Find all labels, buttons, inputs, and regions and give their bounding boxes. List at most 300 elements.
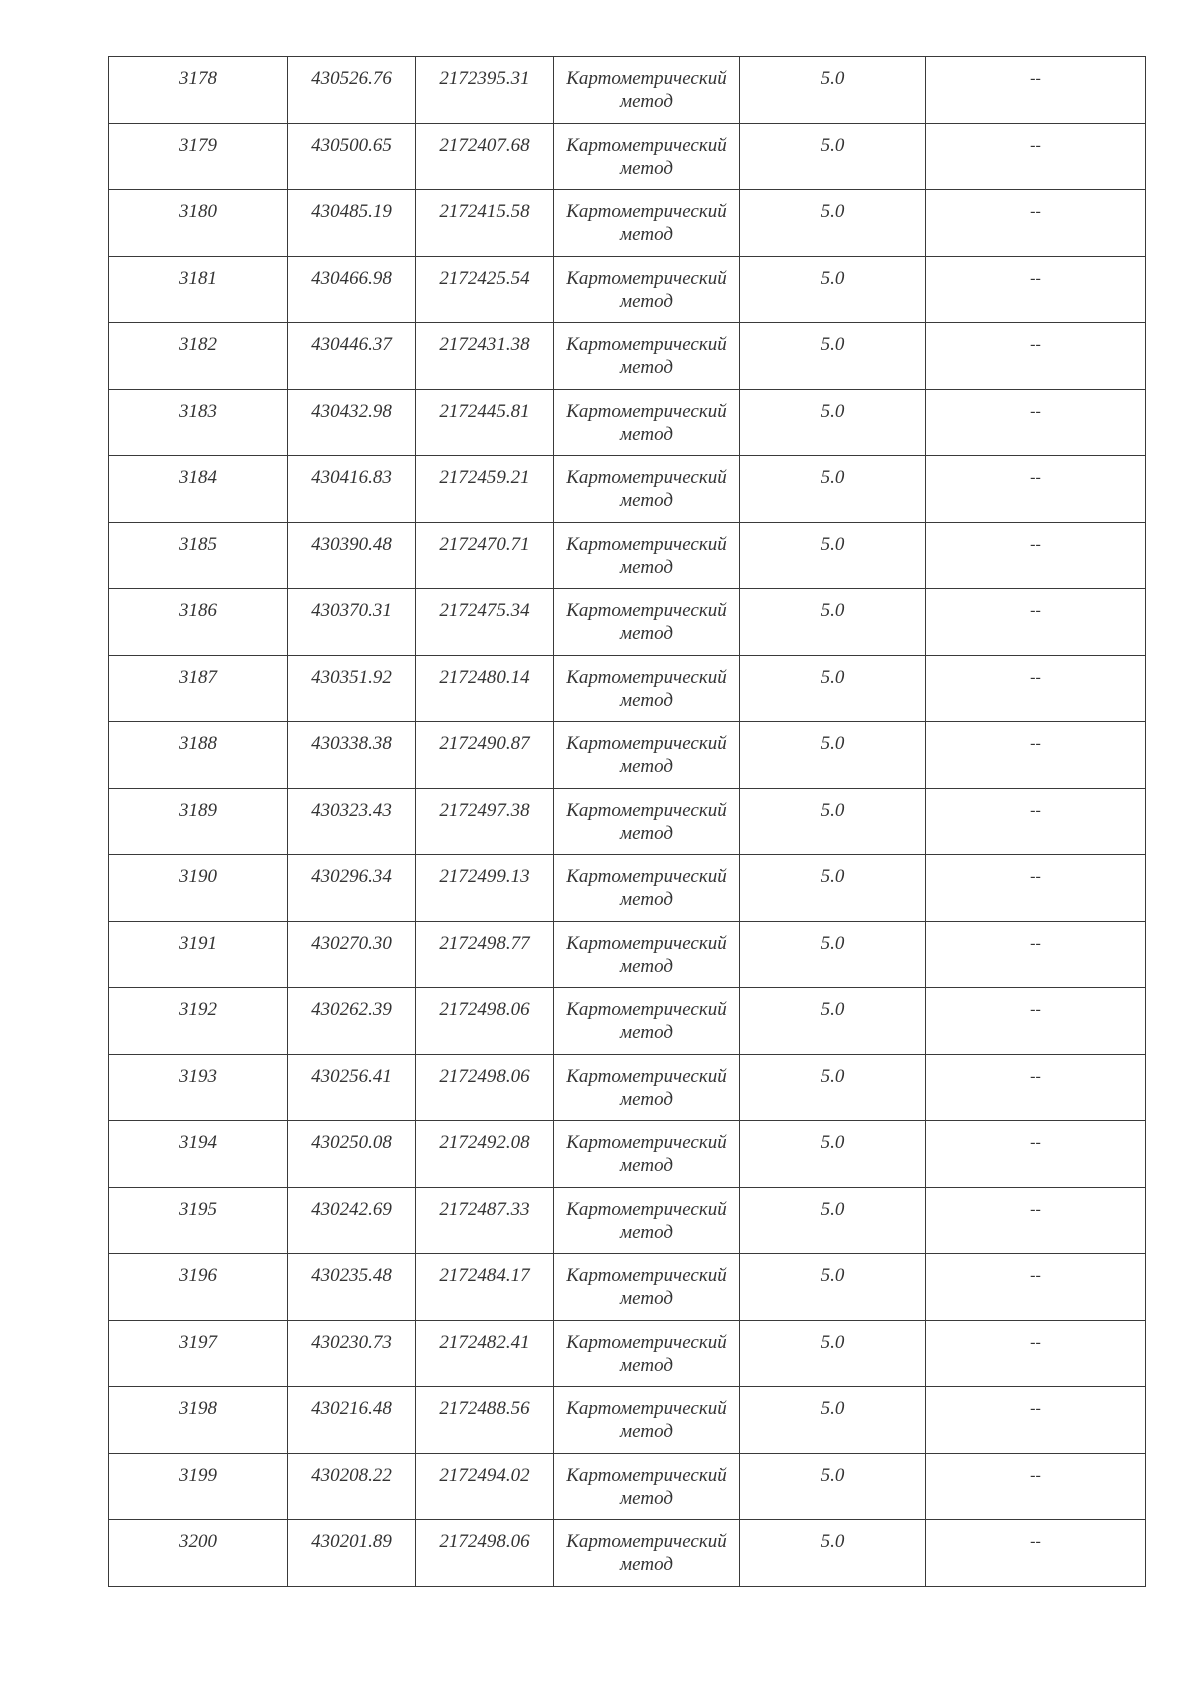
accuracy-cell <box>740 988 926 1055</box>
method-cell <box>554 1121 740 1188</box>
point-number-cell <box>109 1387 288 1454</box>
y-coordinate-cell <box>416 456 554 523</box>
note-text: -- <box>1030 1200 1041 1218</box>
accuracy-cell <box>740 389 926 456</box>
x-coordinate-cell <box>288 57 416 124</box>
point-number-cell <box>109 589 288 656</box>
note-cell <box>926 655 1146 722</box>
note-text: -- <box>1030 1134 1041 1151</box>
point-number-cell <box>109 1453 288 1520</box>
y-coordinate-cell <box>416 123 554 190</box>
method-line-1: Картометрический <box>566 600 727 621</box>
y-coordinate-text: 2172488.56 <box>439 1398 530 1419</box>
method-cell <box>554 323 740 390</box>
method-line-1: Картометрический <box>566 1132 727 1153</box>
y-coordinate-text: 2172431.38 <box>439 334 530 355</box>
note-text: -- <box>1030 668 1041 686</box>
method-text <box>554 1188 739 1244</box>
point-number-text: 3184 <box>179 467 217 488</box>
x-coordinate-cell <box>288 1453 416 1520</box>
table-row <box>109 722 1146 789</box>
x-coordinate-text: 430416.83 <box>311 467 392 488</box>
point-number-text: 3197 <box>179 1331 217 1353</box>
table-body <box>109 57 1146 1587</box>
method-line-1: Картометрический <box>566 999 727 1020</box>
y-coordinate-cell <box>416 855 554 922</box>
table-row <box>109 323 1146 390</box>
note-text: -- <box>1030 269 1041 287</box>
method-line-1: Картометрический <box>566 799 727 821</box>
accuracy-cell <box>740 1121 926 1188</box>
x-coordinate-cell <box>288 1187 416 1254</box>
y-coordinate-cell <box>416 1320 554 1387</box>
accuracy-text: 5.0 <box>820 600 845 621</box>
x-coordinate-cell <box>288 988 416 1055</box>
x-coordinate-text: 430338.38 <box>311 733 392 754</box>
note-cell <box>926 921 1146 988</box>
method-text <box>554 1387 739 1443</box>
note-cell <box>926 389 1146 456</box>
point-number-cell <box>109 722 288 789</box>
method-line-1: Картометрический <box>566 1531 727 1552</box>
x-coordinate-cell <box>288 323 416 390</box>
point-number-cell <box>109 256 288 323</box>
method-cell <box>554 722 740 789</box>
point-number-text: 3180 <box>179 201 217 222</box>
method-text <box>554 656 739 712</box>
y-coordinate-text: 2172498.06 <box>439 1531 530 1552</box>
y-coordinate-cell <box>416 57 554 124</box>
accuracy-cell <box>740 323 926 390</box>
method-line-2: метод <box>620 1221 673 1243</box>
method-cell <box>554 788 740 855</box>
x-coordinate-cell <box>288 921 416 988</box>
point-number-cell <box>109 1254 288 1321</box>
x-coordinate-text: 430500.65 <box>311 134 392 156</box>
point-number-cell <box>109 921 288 988</box>
method-line-1: Картометрический <box>566 400 727 422</box>
table-row <box>109 855 1146 922</box>
point-number-text: 3194 <box>179 1132 217 1153</box>
method-line-1: Картометрический <box>566 1398 727 1419</box>
y-coordinate-text: 2172498.06 <box>439 999 530 1020</box>
point-number-text: 3189 <box>179 799 217 821</box>
method-line-1: Картометрический <box>566 267 727 289</box>
y-coordinate-cell <box>416 1520 554 1587</box>
method-line-1: Картометрический <box>566 1331 727 1353</box>
x-coordinate-text: 430485.19 <box>311 201 392 222</box>
x-coordinate-cell <box>288 456 416 523</box>
y-coordinate-text: 2172425.54 <box>439 267 530 289</box>
method-line-1: Картометрический <box>566 866 727 887</box>
note-text: -- <box>1030 801 1041 819</box>
method-text <box>554 323 739 379</box>
note-cell <box>926 1254 1146 1321</box>
method-line-2: метод <box>620 1022 673 1043</box>
note-cell <box>926 1054 1146 1121</box>
method-text <box>554 523 739 579</box>
accuracy-cell <box>740 1387 926 1454</box>
method-line-1: Картометрический <box>566 1265 727 1286</box>
method-text <box>554 855 739 911</box>
method-line-2: метод <box>620 1487 673 1509</box>
note-text: -- <box>1030 402 1041 420</box>
accuracy-text: 5.0 <box>820 1198 845 1220</box>
point-number-cell <box>109 190 288 257</box>
y-coordinate-text: 2172497.38 <box>439 799 530 821</box>
point-number-cell <box>109 788 288 855</box>
y-coordinate-text: 2172490.87 <box>439 733 530 754</box>
method-text <box>554 390 739 446</box>
note-cell <box>926 589 1146 656</box>
method-text <box>554 722 739 778</box>
accuracy-text: 5.0 <box>820 666 845 688</box>
x-coordinate-cell <box>288 190 416 257</box>
accuracy-text: 5.0 <box>820 201 845 222</box>
point-number-cell <box>109 1054 288 1121</box>
method-cell <box>554 655 740 722</box>
method-text <box>554 124 739 180</box>
note-cell <box>926 190 1146 257</box>
method-line-1: Картометрический <box>566 932 727 954</box>
accuracy-cell <box>740 256 926 323</box>
note-cell <box>926 1187 1146 1254</box>
table-row <box>109 1520 1146 1587</box>
method-text <box>554 1321 739 1377</box>
note-cell <box>926 988 1146 1055</box>
accuracy-text: 5.0 <box>820 1331 845 1353</box>
note-text: -- <box>1030 602 1041 619</box>
x-coordinate-text: 430201.89 <box>311 1531 392 1552</box>
note-text: -- <box>1030 1466 1041 1484</box>
accuracy-text: 5.0 <box>820 1464 845 1486</box>
point-number-cell <box>109 123 288 190</box>
accuracy-cell <box>740 1320 926 1387</box>
note-cell <box>926 456 1146 523</box>
y-coordinate-cell <box>416 589 554 656</box>
y-coordinate-cell <box>416 1387 554 1454</box>
x-coordinate-text: 430526.76 <box>311 68 392 89</box>
table-row <box>109 57 1146 124</box>
y-coordinate-cell <box>416 1254 554 1321</box>
accuracy-cell <box>740 722 926 789</box>
note-cell <box>926 256 1146 323</box>
x-coordinate-text: 430432.98 <box>311 400 392 422</box>
method-line-1: Картометрический <box>566 733 727 754</box>
accuracy-cell <box>740 456 926 523</box>
x-coordinate-text: 430208.22 <box>311 1464 392 1486</box>
table-row <box>109 389 1146 456</box>
note-cell <box>926 1320 1146 1387</box>
accuracy-text: 5.0 <box>820 932 845 954</box>
accuracy-cell <box>740 788 926 855</box>
method-line-1: Картометрический <box>566 201 727 222</box>
method-line-2: метод <box>620 224 673 245</box>
coordinates-table <box>108 56 1146 1587</box>
accuracy-cell <box>740 1054 926 1121</box>
method-cell <box>554 1387 740 1454</box>
y-coordinate-text: 2172492.08 <box>439 1132 530 1153</box>
point-number-text: 3185 <box>179 533 217 555</box>
x-coordinate-text: 430446.37 <box>311 334 392 355</box>
x-coordinate-cell <box>288 1320 416 1387</box>
point-number-cell <box>109 855 288 922</box>
method-text <box>554 1121 739 1177</box>
x-coordinate-text: 430235.48 <box>311 1265 392 1286</box>
note-text: -- <box>1030 868 1041 885</box>
y-coordinate-text: 2172475.34 <box>439 600 530 621</box>
method-text <box>554 1454 739 1510</box>
point-number-text: 3199 <box>179 1464 217 1486</box>
method-text <box>554 1254 739 1310</box>
accuracy-text: 5.0 <box>820 467 845 488</box>
point-number-text: 3181 <box>179 267 217 289</box>
x-coordinate-text: 430216.48 <box>311 1398 392 1419</box>
method-line-1: Картометрический <box>566 666 727 688</box>
method-line-2: метод <box>620 822 673 844</box>
point-number-text: 3192 <box>179 999 217 1020</box>
x-coordinate-cell <box>288 256 416 323</box>
x-coordinate-text: 430323.43 <box>311 799 392 821</box>
method-text <box>554 1520 739 1576</box>
method-line-2: метод <box>620 889 673 910</box>
method-line-1: Картометрический <box>566 533 727 555</box>
method-line-2: метод <box>620 955 673 977</box>
note-text: -- <box>1030 336 1041 353</box>
x-coordinate-text: 430256.41 <box>311 1065 392 1087</box>
accuracy-text: 5.0 <box>820 68 845 89</box>
table-row <box>109 456 1146 523</box>
accuracy-cell <box>740 655 926 722</box>
accuracy-cell <box>740 190 926 257</box>
accuracy-cell <box>740 57 926 124</box>
table-row <box>109 190 1146 257</box>
method-line-2: метод <box>620 1155 673 1176</box>
point-number-text: 3198 <box>179 1398 217 1419</box>
method-text <box>554 257 739 313</box>
method-cell <box>554 589 740 656</box>
y-coordinate-text: 2172395.31 <box>439 68 530 89</box>
note-cell <box>926 522 1146 589</box>
x-coordinate-cell <box>288 1254 416 1321</box>
note-text: -- <box>1030 1333 1041 1351</box>
method-line-1: Картометрический <box>566 134 727 156</box>
method-text <box>554 589 739 645</box>
method-line-2: метод <box>620 157 673 179</box>
accuracy-text: 5.0 <box>820 1265 845 1286</box>
point-number-text: 3191 <box>179 932 217 954</box>
y-coordinate-text: 2172407.68 <box>439 134 530 156</box>
method-cell <box>554 123 740 190</box>
method-line-2: метод <box>620 623 673 644</box>
accuracy-cell <box>740 589 926 656</box>
table-row <box>109 655 1146 722</box>
x-coordinate-cell <box>288 522 416 589</box>
point-number-cell <box>109 389 288 456</box>
table-row <box>109 123 1146 190</box>
y-coordinate-cell <box>416 1054 554 1121</box>
y-coordinate-text: 2172470.71 <box>439 533 530 555</box>
method-cell <box>554 522 740 589</box>
method-cell <box>554 921 740 988</box>
point-number-cell <box>109 323 288 390</box>
y-coordinate-text: 2172487.33 <box>439 1198 530 1220</box>
method-line-1: Картометрический <box>566 1065 727 1087</box>
method-cell <box>554 57 740 124</box>
x-coordinate-cell <box>288 855 416 922</box>
accuracy-text: 5.0 <box>820 334 845 355</box>
point-number-text: 3200 <box>179 1531 217 1552</box>
point-number-cell <box>109 57 288 124</box>
point-number-text: 3178 <box>179 68 217 89</box>
method-cell <box>554 855 740 922</box>
method-cell <box>554 1520 740 1587</box>
x-coordinate-text: 430270.30 <box>311 932 392 954</box>
x-coordinate-text: 430230.73 <box>311 1331 392 1353</box>
note-text: -- <box>1030 203 1041 220</box>
note-text: -- <box>1030 735 1041 752</box>
y-coordinate-text: 2172494.02 <box>439 1464 530 1486</box>
y-coordinate-cell <box>416 921 554 988</box>
x-coordinate-cell <box>288 1387 416 1454</box>
x-coordinate-text: 430242.69 <box>311 1198 392 1220</box>
table-row <box>109 1320 1146 1387</box>
point-number-cell <box>109 522 288 589</box>
accuracy-cell <box>740 123 926 190</box>
method-cell <box>554 1320 740 1387</box>
y-coordinate-cell <box>416 522 554 589</box>
note-text: -- <box>1030 1067 1041 1085</box>
accuracy-text: 5.0 <box>820 733 845 754</box>
y-coordinate-text: 2172459.21 <box>439 467 530 488</box>
y-coordinate-text: 2172499.13 <box>439 866 530 887</box>
point-number-cell <box>109 1121 288 1188</box>
accuracy-text: 5.0 <box>820 267 845 289</box>
point-number-text: 3186 <box>179 600 217 621</box>
method-line-2: метод <box>620 91 673 112</box>
x-coordinate-text: 430390.48 <box>311 533 392 555</box>
table-row <box>109 1254 1146 1321</box>
method-line-2: метод <box>620 689 673 711</box>
point-number-cell <box>109 1320 288 1387</box>
point-number-cell <box>109 655 288 722</box>
method-line-1: Картометрический <box>566 1464 727 1486</box>
method-line-2: метод <box>620 1421 673 1442</box>
x-coordinate-text: 430262.39 <box>311 999 392 1020</box>
y-coordinate-cell <box>416 788 554 855</box>
accuracy-text: 5.0 <box>820 134 845 156</box>
point-number-text: 3187 <box>179 666 217 688</box>
method-line-2: метод <box>620 1354 673 1376</box>
note-text: -- <box>1030 1400 1041 1417</box>
method-cell <box>554 256 740 323</box>
method-line-2: метод <box>620 290 673 312</box>
note-cell <box>926 788 1146 855</box>
table-row <box>109 921 1146 988</box>
table-row <box>109 1054 1146 1121</box>
method-line-2: метод <box>620 423 673 445</box>
method-line-1: Картометрический <box>566 1198 727 1220</box>
x-coordinate-cell <box>288 788 416 855</box>
note-cell <box>926 1453 1146 1520</box>
y-coordinate-cell <box>416 1453 554 1520</box>
table-row <box>109 988 1146 1055</box>
accuracy-cell <box>740 522 926 589</box>
y-coordinate-cell <box>416 323 554 390</box>
y-coordinate-text: 2172484.17 <box>439 1265 530 1286</box>
point-number-cell <box>109 988 288 1055</box>
y-coordinate-cell <box>416 1187 554 1254</box>
y-coordinate-text: 2172498.77 <box>439 932 530 954</box>
y-coordinate-text: 2172498.06 <box>439 1065 530 1087</box>
table-row <box>109 1453 1146 1520</box>
note-cell <box>926 57 1146 124</box>
accuracy-cell <box>740 1520 926 1587</box>
method-line-2: метод <box>620 1554 673 1575</box>
method-line-1: Картометрический <box>566 68 727 89</box>
method-line-2: метод <box>620 490 673 511</box>
method-cell <box>554 988 740 1055</box>
table-row <box>109 256 1146 323</box>
note-text: -- <box>1030 934 1041 952</box>
x-coordinate-cell <box>288 1121 416 1188</box>
accuracy-cell <box>740 1187 926 1254</box>
note-cell <box>926 1121 1146 1188</box>
y-coordinate-text: 2172480.14 <box>439 666 530 688</box>
method-cell <box>554 1254 740 1321</box>
method-cell <box>554 190 740 257</box>
point-number-text: 3179 <box>179 134 217 156</box>
point-number-text: 3196 <box>179 1265 217 1286</box>
y-coordinate-cell <box>416 389 554 456</box>
x-coordinate-cell <box>288 722 416 789</box>
method-cell <box>554 456 740 523</box>
accuracy-text: 5.0 <box>820 533 845 555</box>
note-text: -- <box>1030 1267 1041 1284</box>
table-row <box>109 1121 1146 1188</box>
x-coordinate-text: 430351.92 <box>311 666 392 688</box>
accuracy-text: 5.0 <box>820 1531 845 1552</box>
method-line-2: метод <box>620 1088 673 1110</box>
table-row <box>109 589 1146 656</box>
x-coordinate-text: 430370.31 <box>311 600 392 621</box>
accuracy-text: 5.0 <box>820 1132 845 1153</box>
y-coordinate-cell <box>416 256 554 323</box>
accuracy-cell <box>740 1254 926 1321</box>
accuracy-cell <box>740 1453 926 1520</box>
method-line-1: Картометрический <box>566 467 727 488</box>
accuracy-cell <box>740 921 926 988</box>
point-number-text: 3193 <box>179 1065 217 1087</box>
note-text: -- <box>1030 469 1041 486</box>
x-coordinate-text: 430466.98 <box>311 267 392 289</box>
point-number-cell <box>109 1520 288 1587</box>
note-cell <box>926 1387 1146 1454</box>
note-text: -- <box>1030 1001 1041 1018</box>
accuracy-text: 5.0 <box>820 999 845 1020</box>
accuracy-text: 5.0 <box>820 1065 845 1087</box>
method-text <box>554 988 739 1044</box>
x-coordinate-cell <box>288 589 416 656</box>
y-coordinate-cell <box>416 988 554 1055</box>
point-number-text: 3188 <box>179 733 217 754</box>
table-row <box>109 522 1146 589</box>
method-text <box>554 190 739 246</box>
point-number-text: 3195 <box>179 1198 217 1220</box>
point-number-cell <box>109 1187 288 1254</box>
accuracy-cell <box>740 855 926 922</box>
method-line-2: метод <box>620 357 673 378</box>
